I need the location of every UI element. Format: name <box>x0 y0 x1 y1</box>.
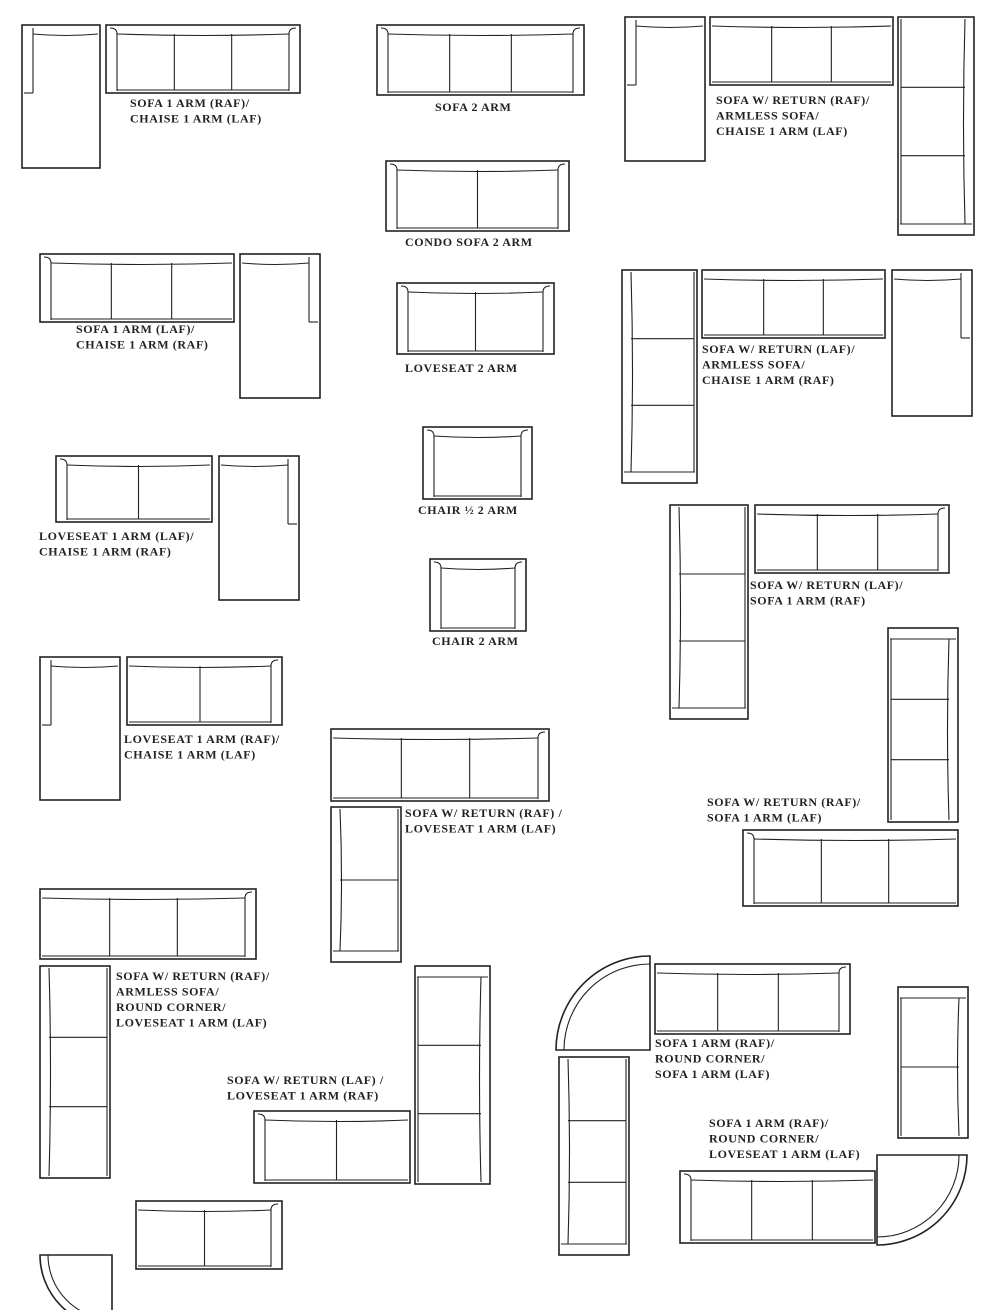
chaise-laf-8-back <box>636 26 703 28</box>
condo-sofa <box>386 161 569 231</box>
label-sofa-raf-corner-sofa-laf-line-3: SOFA 1 ARM (LAF) <box>655 1067 771 1081</box>
chaise-raf-3-back <box>221 465 288 467</box>
sofa-laf-11-back <box>754 839 956 841</box>
chaise-raf-2-back <box>242 263 309 265</box>
sofa-raf-1 <box>106 25 300 93</box>
sofa-return-laf-10 <box>670 505 748 719</box>
armless-sofa-8 <box>710 17 893 85</box>
label-return-raf-armless-corner-loveseat-line-1: SOFA W/ RETURN (RAF)/ <box>116 969 270 983</box>
sofa-raf-1-right-arm <box>289 28 296 91</box>
chaise-laf-8 <box>625 17 705 161</box>
chair-2-arm-right-arm <box>515 562 522 629</box>
sofa-raf-10 <box>755 505 949 573</box>
label-sofa-raf-chaise-laf-line-2: CHAISE 1 ARM (LAF) <box>130 111 262 126</box>
loveseat-laf-3 <box>56 456 212 522</box>
sofa-return-laf-7 <box>415 966 490 1184</box>
sofa-raf-12-right-arm <box>839 967 846 1032</box>
sofa-laf-11-left-arm <box>747 833 754 904</box>
label-chair-half-line-1: CHAIR ½ 2 ARM <box>418 503 518 517</box>
label-loveseat-2-arm-line-1: LOVESEAT 2 ARM <box>405 361 518 375</box>
label-sofa-laf-chaise-raf-line-2: CHAISE 1 ARM (RAF) <box>76 337 209 352</box>
sofa-return-raf-6 <box>331 729 549 801</box>
sofa-raf-12-back <box>657 973 839 975</box>
label-sofa-2-arm-line-1: SOFA 2 ARM <box>435 100 512 114</box>
label-return-laf-armless-chaise-raf-line-3: CHAISE 1 ARM (RAF) <box>702 373 835 387</box>
chair-half-back <box>434 436 521 438</box>
armless-sofa-9 <box>702 270 885 338</box>
round-corner-5 <box>40 1255 112 1310</box>
loveseat-laf-5-right-arm <box>271 1204 278 1267</box>
furniture-labels <box>39 93 903 1161</box>
round-corner-12-back <box>564 964 650 1050</box>
sofa-raf-13-back <box>691 1180 873 1182</box>
chaise-raf-3-frame <box>219 456 299 600</box>
sofa-2-arm-back <box>388 34 573 36</box>
sofa-return-laf-7-back <box>480 977 482 1182</box>
label-sofa-raf-corner-loveseat-laf-line-3: LOVESEAT 1 ARM (LAF) <box>709 1147 861 1161</box>
label-return-laf-armless-chaise-raf-line-2: ARMLESS SOFA/ <box>702 357 806 372</box>
sofa-raf-1-back <box>117 34 289 36</box>
chaise-raf-2 <box>240 254 320 398</box>
chaise-raf-9 <box>892 270 972 416</box>
sofa-laf-12-back <box>568 1059 570 1244</box>
label-sofa-raf-corner-loveseat-laf-line-2: ROUND CORNER/ <box>709 1131 820 1146</box>
sofa-return-laf-10-back <box>679 507 681 708</box>
sofa-return-raf-8-frame <box>898 17 974 235</box>
label-loveseat-raf-chaise-laf-line-1: LOVESEAT 1 ARM (RAF)/ <box>124 732 280 746</box>
loveseat-raf-4 <box>127 657 282 725</box>
sofa-2-arm-right-arm <box>573 28 580 93</box>
condo-sofa-right-arm <box>558 164 565 229</box>
label-return-raf-armless-corner-loveseat-line-4: LOVESEAT 1 ARM (LAF) <box>116 1015 268 1030</box>
chaise-laf-8-frame <box>625 17 705 161</box>
condo-sofa-left-arm <box>390 164 397 229</box>
armless-sofa-5-back <box>49 968 51 1176</box>
chair-half-left-arm <box>427 430 434 497</box>
loveseat-laf-13 <box>898 987 968 1138</box>
armless-sofa-5 <box>40 966 110 1178</box>
chaise-laf-1-back <box>33 34 98 36</box>
armless-sofa-8-back <box>712 26 891 28</box>
sofa-return-laf-7-frame <box>415 966 490 1184</box>
sofa-return-laf-9 <box>622 270 697 483</box>
sofa-return-raf-6-back <box>333 738 538 740</box>
label-sofa-raf-corner-sofa-laf-line-1: SOFA 1 ARM (RAF)/ <box>655 1036 775 1050</box>
sofa-laf-2 <box>40 254 234 322</box>
label-return-laf-loveseat-raf-line-1: SOFA W/ RETURN (LAF) / <box>227 1073 384 1087</box>
round-corner-13 <box>877 1155 967 1245</box>
loveseat-2-arm <box>397 283 554 354</box>
chaise-laf-4 <box>40 657 120 800</box>
label-loveseat-laf-chaise-raf-line-2: CHAISE 1 ARM (RAF) <box>39 544 172 559</box>
sofa-raf-10-right-arm <box>938 508 945 571</box>
chaise-laf-1 <box>22 25 100 168</box>
sofa-laf-2-back <box>51 263 232 265</box>
loveseat-laf-5 <box>136 1201 282 1269</box>
round-corner-12 <box>556 956 650 1050</box>
label-sofa-laf-chaise-raf-line-1: SOFA 1 ARM (LAF)/ <box>76 322 195 336</box>
chaise-raf-9-frame <box>892 270 972 416</box>
loveseat-laf-6 <box>331 807 401 962</box>
sofa-2-arm-left-arm <box>381 28 388 93</box>
loveseat-raf-4-right-arm <box>271 660 278 723</box>
chair-half-right-arm <box>521 430 528 497</box>
sofa-return-raf-11 <box>888 628 958 822</box>
loveseat-raf-7-left-arm <box>258 1114 265 1181</box>
sofa-raf-12 <box>655 964 850 1034</box>
sofa-raf-10-back <box>757 514 938 516</box>
sofa-return-laf-10-frame <box>670 505 748 719</box>
label-loveseat-raf-chaise-laf-line-2: CHAISE 1 ARM (LAF) <box>124 747 256 762</box>
loveseat-2-arm-left-arm <box>401 286 408 352</box>
sofa-return-raf-8-back <box>964 19 966 224</box>
label-sofa-raf-corner-loveseat-laf-line-1: SOFA 1 ARM (RAF)/ <box>709 1116 829 1130</box>
sofa-return-raf-5-right-arm <box>245 892 252 957</box>
sofa-return-laf-9-back <box>631 272 633 472</box>
chair-2-arm <box>430 559 526 631</box>
chaise-laf-4-frame <box>40 657 120 800</box>
sofa-return-raf-8 <box>898 17 974 235</box>
loveseat-raf-7 <box>254 1111 410 1183</box>
label-return-laf-sofa-raf-line-2: SOFA 1 ARM (RAF) <box>750 593 866 608</box>
sofa-laf-11 <box>743 830 958 906</box>
label-return-raf-armless-corner-loveseat-line-2: ARMLESS SOFA/ <box>116 984 220 999</box>
sofa-raf-1-left-arm <box>110 28 117 91</box>
label-return-raf-sofa-laf-line-1: SOFA W/ RETURN (RAF)/ <box>707 795 861 809</box>
label-loveseat-laf-chaise-raf-line-1: LOVESEAT 1 ARM (LAF)/ <box>39 529 195 543</box>
armless-sofa-9-back <box>704 279 883 281</box>
sofa-raf-13 <box>680 1171 875 1243</box>
label-return-laf-armless-chaise-raf-line-1: SOFA W/ RETURN (LAF)/ <box>702 342 856 356</box>
chair-half <box>423 427 532 499</box>
loveseat-2-arm-right-arm <box>543 286 550 352</box>
furniture-shapes <box>22 17 974 1310</box>
label-return-raf-armless-chaise-laf-line-2: ARMLESS SOFA/ <box>716 108 820 123</box>
sofa-laf-12 <box>559 1057 629 1255</box>
label-return-raf-loveseat-laf-line-1: SOFA W/ RETURN (RAF) / <box>405 806 563 820</box>
chair-2-arm-left-arm <box>434 562 441 629</box>
chaise-laf-1-frame <box>22 25 100 168</box>
chaise-raf-3 <box>219 456 299 600</box>
label-sofa-raf-corner-sofa-laf-line-2: ROUND CORNER/ <box>655 1051 766 1066</box>
label-return-raf-armless-chaise-laf-line-3: CHAISE 1 ARM (LAF) <box>716 124 848 138</box>
label-return-raf-armless-corner-loveseat-line-3: ROUND CORNER/ <box>116 1000 227 1014</box>
sofa-return-raf-11-back <box>948 639 950 820</box>
sofa-laf-11-frame <box>743 830 958 906</box>
sofa-2-arm <box>377 25 584 95</box>
label-return-raf-armless-chaise-laf-line-1: SOFA W/ RETURN (RAF)/ <box>716 93 870 107</box>
chair-2-arm-back <box>441 568 515 570</box>
round-corner-13-back <box>877 1155 959 1237</box>
label-sofa-raf-chaise-laf-line-1: SOFA 1 ARM (RAF)/ <box>130 96 250 110</box>
label-return-raf-sofa-laf-line-2: SOFA 1 ARM (LAF) <box>707 810 823 825</box>
chaise-raf-9-back <box>894 279 961 281</box>
sofa-raf-13-left-arm <box>684 1174 691 1241</box>
sofa-laf-2-left-arm <box>44 257 51 320</box>
sofa-return-laf-9-frame <box>622 270 697 483</box>
label-return-raf-loveseat-laf-line-2: LOVESEAT 1 ARM (LAF) <box>405 821 557 836</box>
loveseat-laf-3-left-arm <box>60 459 67 520</box>
label-chair-2-arm-line-1: CHAIR 2 ARM <box>432 634 519 648</box>
label-return-laf-sofa-raf-line-1: SOFA W/ RETURN (LAF)/ <box>750 578 904 592</box>
label-condo-sofa-line-1: CONDO SOFA 2 ARM <box>405 235 533 249</box>
label-return-laf-loveseat-raf-line-2: LOVESEAT 1 ARM (RAF) <box>227 1088 379 1103</box>
sofa-return-raf-6-right-arm <box>538 732 545 799</box>
sofa-return-raf-5-back <box>42 898 245 900</box>
chaise-laf-4-back <box>51 666 118 668</box>
sofa-return-raf-5 <box>40 889 256 959</box>
chaise-raf-2-frame <box>240 254 320 398</box>
